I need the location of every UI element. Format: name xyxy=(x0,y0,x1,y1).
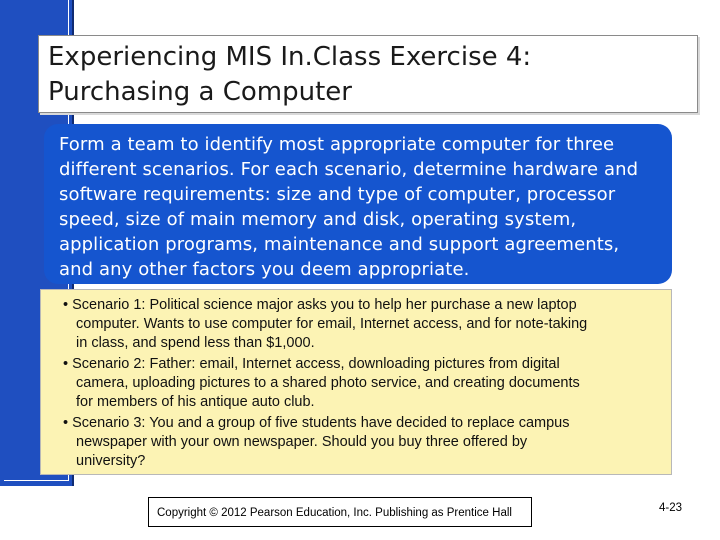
slide-title-box xyxy=(38,35,698,113)
intro-instructions-panel xyxy=(44,124,672,284)
scenario-line: camera, uploading pictures to a shared photo service, and creating documents xyxy=(76,375,580,391)
intro-line: different scenarios. For each scenario, determine hardware and xyxy=(59,159,639,180)
intro-line: Form a team to identify most appropriate computer for three xyxy=(59,134,615,155)
slide-title-line-1: Experiencing MIS In.Class Exercise 4: xyxy=(48,42,532,72)
scenarios-panel xyxy=(40,289,672,475)
slide-title-line-2: Purchasing a Computer xyxy=(48,77,352,107)
scenario-line: in class, and spend less than $1,000. xyxy=(76,335,315,351)
intro-line: and any other factors you deem appropriate. xyxy=(59,259,470,280)
scenario-line: newspaper with your own newspaper. Should you buy three offered by xyxy=(76,434,528,450)
scenario-line: • Scenario 3: You and a group of five students have decided to replace campus xyxy=(63,415,570,431)
page-number: 4-23 xyxy=(659,502,683,514)
copyright-box xyxy=(148,497,532,527)
intro-line: software requirements: size and type of computer, processor xyxy=(59,184,616,205)
scenario-line: for members of his antique auto club. xyxy=(76,394,315,410)
intro-line: application programs, maintenance and support agreements, xyxy=(59,234,620,255)
scenario-line: • Scenario 1: Political science major asks you to help her purchase a new laptop xyxy=(63,297,577,313)
scenario-line: • Scenario 2: Father: email, Internet access, downloading pictures from digital xyxy=(63,356,560,372)
copyright-text: Copyright © 2012 Pearson Education, Inc. Publishing as Prentice Hall xyxy=(157,507,512,519)
scenario-line: university? xyxy=(76,453,146,469)
intro-line: speed, size of main memory and disk, operating system, xyxy=(59,209,577,230)
scenario-line: computer. Wants to use computer for email, Internet access, and for note-taking xyxy=(76,316,588,332)
